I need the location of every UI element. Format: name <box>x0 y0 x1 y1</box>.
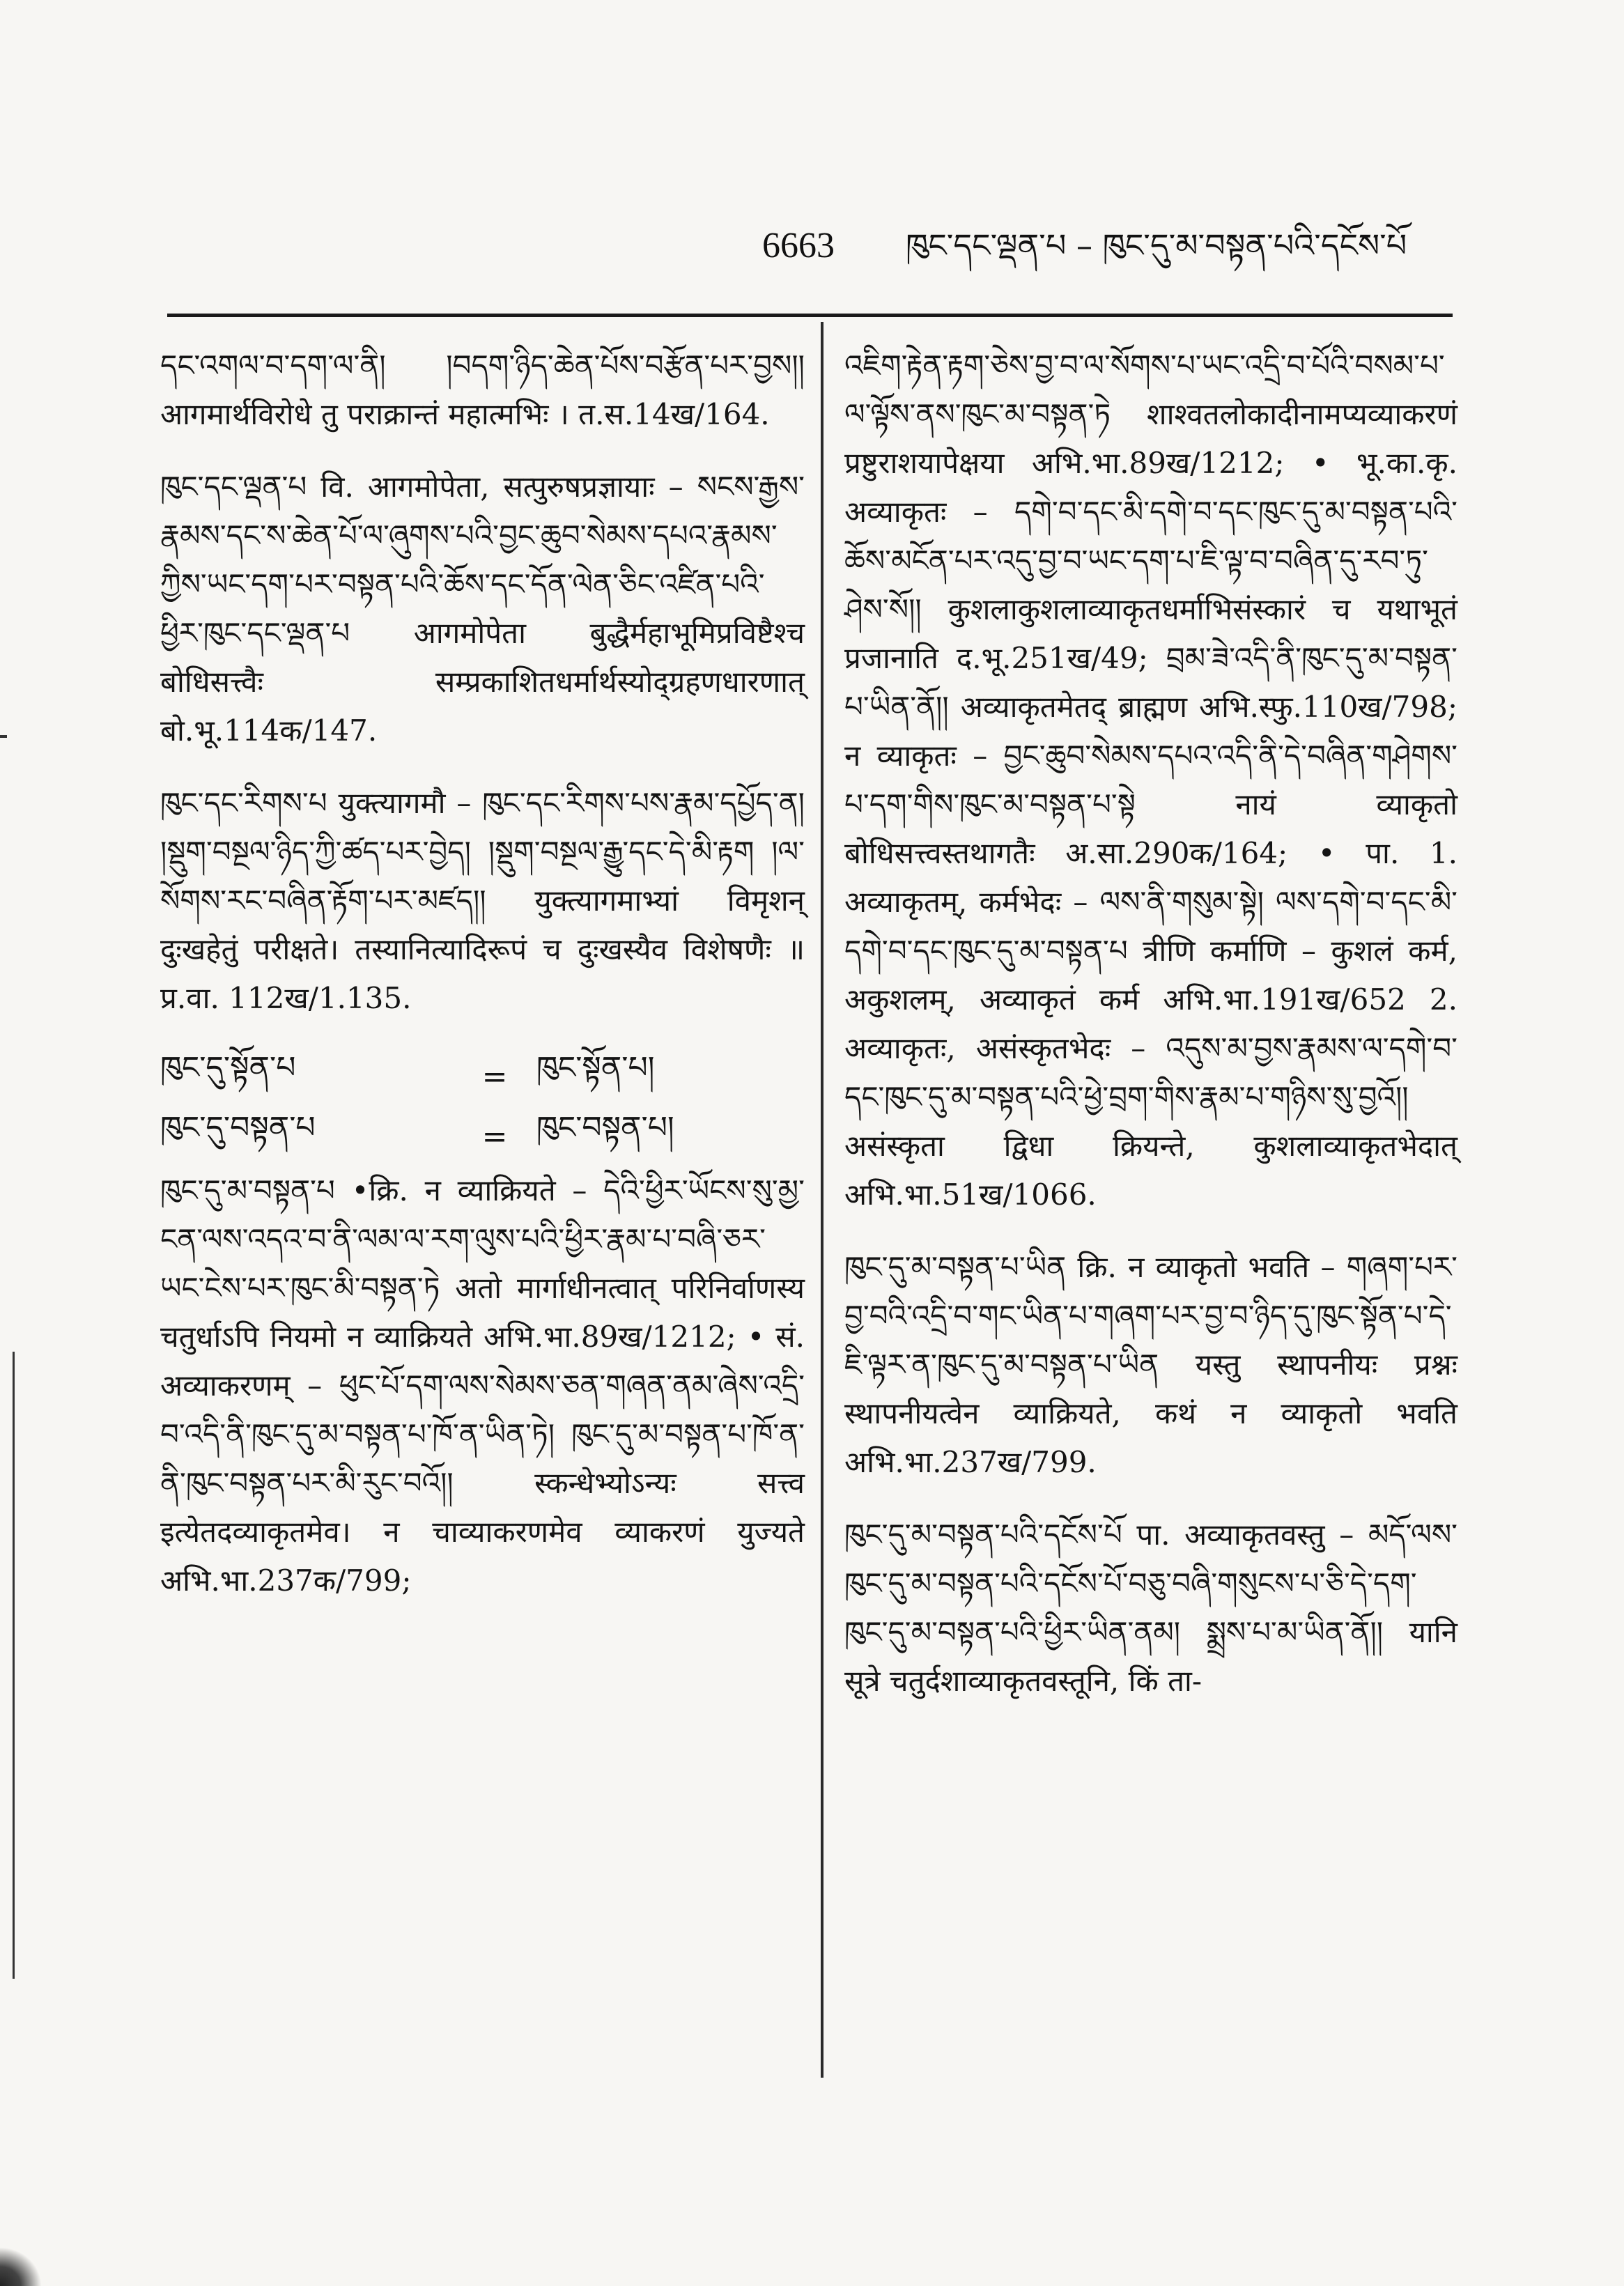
left-column <box>160 341 814 2125</box>
page-number: 6663 <box>762 226 835 265</box>
entry-text: དང་འགལ་བ་དག་ལ་ནི། །བདག་ཉིད་ཆེན་པོས་བརྩོན་པར་བྱས།། आगमार्थविरोधे तु पराक्रान्तं महात्मभिः । त.स.14ख/164. <box>160 348 814 431</box>
dictionary-entry <box>844 341 1467 1219</box>
dictionary-entry <box>844 1243 1467 1487</box>
cross-reference-term: ཁུང་དུ་བསྟན་པ <box>160 1110 316 1145</box>
right-column <box>844 341 1467 2125</box>
entry-text: ཁུང་དུ་མ་བསྟན་པ •क्रि. न व्याक्रियते – དེའི་ཕྱིར་ཡོངས་སུ་མྱ་ངན་ལས་འདའ་བ་ནི་ལམ་ལ་རག་ལུས་པའི་ཕྱིར་རྣམ་པ་བཞི་ཅར་ཡང་ངེས་པར་ཁུང་མི་བསྟན་ཏེ अतो मार्गाधीनत्वात् परिनिर्वाणस्य चतुर्धाऽपि नियमो न व्याक्रियते अभि.भा.89ख/1212; • सं. अव्याकरणम् – ཕུང་པོ་དག་ལས་སེམས་ཅན་གཞན་ནམ་ཞེས་འདྲི་བ་འདི་ནི་ཁུང་དུ་མ་བསྟན་པ་ཁོ་ན་ཡིན་ཏེ། ཁུང་དུ་མ་བསྟན་པ་ཁོ་ན་ནི་ཁུང་བསྟན་པར་མི་རུང་བའོ།། स्कन्धेभ्योऽन्यः सत्त्व इत्येतदव्याकृतमेव। न चाव्याकरणमेव व्याकरणं युज्यते अभि.भा.237क/799; <box>160 1173 814 1598</box>
dictionary-entry <box>160 1166 814 1605</box>
dictionary-entry <box>844 1511 1467 1706</box>
scan-edge-bracket <box>0 1352 15 1979</box>
entry-text: ཁུང་དུ་མ་བསྟན་པའི་དངོས་པོ पा. अव्याकृतवस्तु – མདོ་ལས་ཁུང་དུ་མ་བསྟན་པའི་དངོས་པོ་བཅུ་བཞི་གསུངས་པ་ཅི་དེ་དག་ཁུང་དུ་མ་བསྟན་པའི་ཕྱིར་ཡིན་ནམ། སྨྲས་པ་མ་ཡིན་ནོ།། यानि सूत्रे चतुर्दशाव्याकृतवस्तूनि, किं ता- <box>844 1517 1467 1698</box>
cross-reference-target: ཁུང་སྟོན་པ། <box>536 1050 655 1086</box>
entry-text: ཁུང་དུ་མ་བསྟན་པ་ཡིན क्रि. न व्याकृतो भवति – གཞག་པར་བྱ་བའི་འདྲི་བ་གང་ཡིན་པ་གཞག་པར་བྱ་བ་ཉིད་དུ་ཁུང་སྟོན་པ་དེ་ཇི་ལྟར་ན་ཁུང་དུ་མ་བསྟན་པ་ཡིན यस्तु स्थापनीयः प्रश्नः स्थापनीयत्वेन व्याक्रियते, कथं न व्याकृतो भवति अभि.भा.237ख/799. <box>844 1250 1467 1479</box>
equals-sign: = <box>481 1058 508 1095</box>
cross-reference-target: ཁུང་བསྟན་པ། <box>536 1110 674 1145</box>
equals-sign: = <box>481 1118 508 1154</box>
header-rule <box>167 314 1453 317</box>
cross-reference-row <box>160 1106 805 1166</box>
column-divider <box>821 322 823 2078</box>
running-header: ཁུང་དང་ལྡན་པ – ཁུང་དུ་མ་བསྟན་པའི་དངོས་པོ <box>906 226 1407 264</box>
entry-text: ཁུང་དང་ལྡན་པ वि. आगमोपेता, सत्पुरुषप्रज्ञायाः – སངས་རྒྱས་རྣམས་དང་ས་ཆེན་པོ་ལ་ཞུགས་པའི་བྱང་ཆུབ་སེམས་དཔའ་རྣམས་ཀྱིས་ཡང་དག་པར་བསྟན་པའི་ཆོས་དང་དོན་ལེན་ཅིང་འཛིན་པའི་ཕྱིར་ཁུང་དང་ལྡན་པ आगमोपेता बुद्धैर्महाभूमिप्रविष्टैश्च बोधिसत्त्वैः सम्प्रकाशितधर्मार्थस्योद्ग्रहणधारणात् बो.भू.114क/147. <box>160 470 814 748</box>
dictionary-entry <box>160 779 814 1023</box>
cross-reference-term: ཁུང་དུ་སྟོན་པ <box>160 1050 296 1086</box>
entry-text: ཁུང་དང་རིགས་པ युक्त्यागमौ – ཁུང་དང་རིགས་པས་རྣམ་དཔྱོད་ན། །སྡུག་བསྔལ་ཉིད་ཀྱི་ཚད་པར་བྱེད། །སྡུག་བསྔལ་རྒྱུ་དང་དེ་མི་རྟག །ལ་སོགས་རང་བཞིན་རྟོག་པར་མཛད།། युक्त्यागमाभ्यां विमृशन् दुःखहेतुं परीक्षते। तस्यानित्यादिरूपं च दुःखस्यैव विशेषणैः ॥ प्र.वा. 112ख/1.135. <box>160 786 814 1015</box>
entry-text: འཇིག་རྟེན་རྟག་ཅེས་བྱ་བ་ལ་སོགས་པ་ཡང་འདྲི་བ་པོའི་བསམ་པ་ལ་ལྟོས་ནས་ཁུང་མ་བསྟན་ཏེ शाश्वतलोकादीनामप्यव्याकरणं प्रष्टुराशयापेक्षया अभि.भा.89ख/1212; • भू.का.कृ. अव्याकृतः – དགེ་བ་དང་མི་དགེ་བ་དང་ཁུང་དུ་མ་བསྟན་པའི་ཆོས་མངོན་པར་འདུ་བྱ་བ་ཡང་དག་པ་ཇི་ལྟ་བ་བཞིན་དུ་རབ་ཏུ་ཤེས་སོ།། कुशलाकुशलाव्याकृतधर्माभिसंस्कारं च यथाभूतं प्रजानाति द.भू.251ख/49; བྲམ་ཟེ་འདི་ནི་ཁུང་དུ་མ་བསྟན་པ་ཡིན་ནོ།། अव्याकृतमेतद् ब्राह्मण अभि.स्फु.110ख/798; न व्याकृतः – བྱང་ཆུབ་སེམས་དཔའ་འདི་ནི་དེ་བཞིན་གཤེགས་པ་དག་གིས་ཁུང་མ་བསྟན་པ་སྟེ नायं व्याकृतो बोधिसत्त्वस्तथागतैः अ.सा.290क/164; • पा. 1. अव्याकृतम्, कर्मभेदः – ལས་ནི་གསུམ་སྟེ། ལས་དགེ་བ་དང་མི་དགེ་བ་དང་ཁུང་དུ་མ་བསྟན་པ त्रीणि कर्माणि – कुशलं कर्म, अकुशलम्, अव्याकृतं कर्म अभि.भा.191ख/652 2. अव्याकृतः, असंस्कृतभेदः – འདུས་མ་བྱས་རྣམས་ལ་དགེ་བ་དང་ཁུང་དུ་མ་བསྟན་པའི་ཕྱེ་བྲག་གིས་རྣམ་པ་གཉིས་སུ་བྱའོ།། असंस्कृता द्विधा क्रियन्ते, कुशलाव्याकृतभेदात् अभि.भा.51ख/1066. <box>844 348 1467 1212</box>
dictionary-entry <box>160 341 814 439</box>
scan-stray-mark <box>0 735 7 738</box>
dictionary-entry <box>160 463 814 755</box>
scan-corner-smudge <box>0 2247 42 2286</box>
